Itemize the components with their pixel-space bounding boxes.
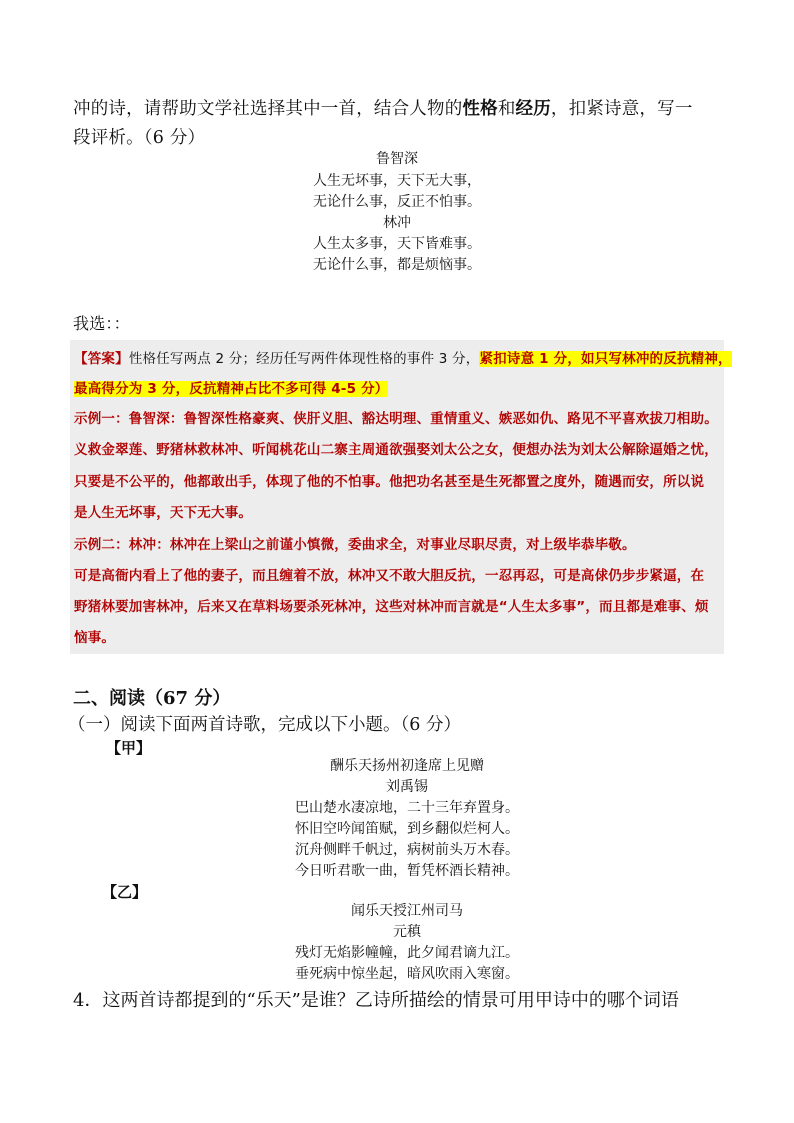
poem-jia-line-1: 巴山楚水凄凉地，二十三年弃置身。 <box>295 800 519 816</box>
poem-jia-title: 酬乐天扬州初逢席上见赠 <box>330 758 484 774</box>
poem-yi-author: 元稹 <box>393 924 421 940</box>
section-2-subtitle: （一）阅读下面两首诗歌，完成以下小题。（6 分） <box>68 715 461 735</box>
example-1-line-2: 义救金翠莲、野猪林救林冲、听闻桃花山二寨主周通欲强娶刘太公之女，便想办法为刘太公解除逼婚之忧， <box>74 442 718 458</box>
poem-lu-line-1: 人生无坏事，天下无大事， <box>313 173 481 189</box>
answer-line-1 <box>74 349 732 369</box>
example-2-line-2: 可是高衙内看上了他的妻子，而且缠着不放，林冲又不敢大胆反抗，一忍再忍，可是高俅仍步步紧逼，在 <box>74 568 705 584</box>
answer-line-2 <box>74 379 388 399</box>
keyword-personality: 性格 <box>462 99 498 119</box>
poem-yi-title: 闻乐天授江州司马 <box>351 903 463 919</box>
poem-lin-title: 林冲 <box>383 215 411 231</box>
example-1-line-4: 是人生无坏事，天下无大事。 <box>74 505 253 521</box>
intro-text-a: 冲的诗，请帮助文学社选择其中一首，结合人物的 <box>73 99 463 119</box>
poem-lu-line-2: 无论什么事，反正不怕事。 <box>313 194 481 210</box>
poem-lin-line-2: 无论什么事，都是烦恼事。 <box>313 257 481 273</box>
section-2-title: 二、阅读（67 分） <box>73 688 231 709</box>
keyword-experience: 经历 <box>515 99 551 119</box>
example-2-line-1: 示例二：林冲：林冲在上梁山之前谨小慎微，委曲求全，对事业尽职尽责，对上级毕恭毕敬。 <box>74 537 636 553</box>
poem-yi-line-1: 残灯无焰影幢幢，此夕闻君谪九江。 <box>295 945 519 961</box>
intro-text-and: 和 <box>497 99 516 119</box>
example-2-line-4: 恼事。 <box>74 630 116 646</box>
intro-line-1 <box>73 97 693 121</box>
poem-jia-line-4: 今日听君歌一曲，暂凭杯酒长精神。 <box>295 863 519 879</box>
answer-tag: 【答案】 <box>74 351 129 367</box>
example-2-line-3: 野猪林要加害林冲，后来又在草料场要杀死林冲，这些对林冲而言就是“人生太多事”，而且都是难事、烦 <box>74 599 709 615</box>
intro-line-2: 段评析。（6 分） <box>73 128 206 148</box>
poem-yi-label: 【乙】 <box>102 883 148 901</box>
intro-text-d: ，扣紧诗意，写一 <box>550 99 693 119</box>
answer-scoring-highlight-1: 紧扣诗意 1 分，如只写林冲的反抗精神， <box>479 351 732 367</box>
answer-scoring-highlight-2: 最高得分为 3 分，反抗精神占比不多可得 4-5 分） <box>74 381 389 397</box>
example-1-line-1: 示例一：鲁智深：鲁智深性格豪爽、侠肝义胆、豁达明理、重情重义、嫉恶如仇、路见不平喜欢拔刀相助。 <box>74 411 718 427</box>
poem-jia-line-3: 沉舟侧畔千帆过，病树前头万木春。 <box>295 842 519 858</box>
example-1-line-3: 只要是不公平的，他都敢出手，体现了他的不怕事。他把功名甚至是生死都置之度外，随遇而安，所以说 <box>74 474 705 490</box>
question-4: 4．这两首诗都提到的“乐天”是谁？乙诗所描绘的情景可用甲诗中的哪个词语 <box>73 990 679 1011</box>
poem-yi-line-2: 垂死病中惊坐起，暗风吹雨入寒窗。 <box>295 966 519 982</box>
answer-scoring-plain: 性格任写两点 2 分；经历任写两件体现性格的事件 3 分， <box>128 351 480 367</box>
poem-jia-label: 【甲】 <box>106 739 152 757</box>
poem-lu-title: 鲁智深 <box>376 151 418 167</box>
poem-jia-author: 刘禹锡 <box>386 779 428 795</box>
choice-label: 我选：： <box>73 314 130 333</box>
poem-lin-line-1: 人生太多事，天下皆难事。 <box>313 236 481 252</box>
poem-jia-line-2: 怀旧空吟闻笛赋，到乡翻似烂柯人。 <box>295 821 519 837</box>
